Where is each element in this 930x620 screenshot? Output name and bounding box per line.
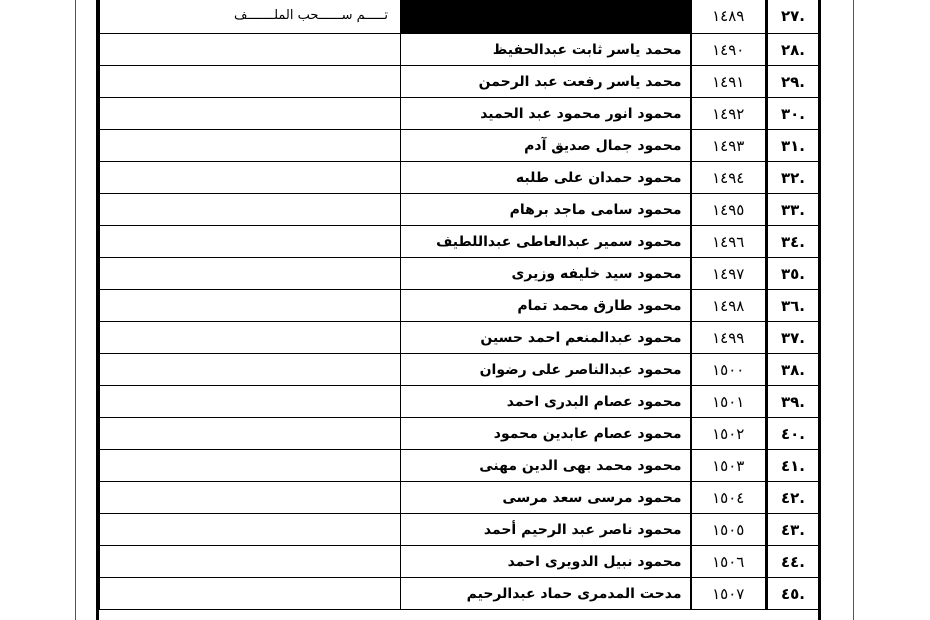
- row-index: .٣٣: [767, 194, 819, 226]
- roster-sheet: [96, 0, 821, 620]
- remarks: [100, 162, 401, 194]
- table-row: [100, 290, 819, 322]
- table-row: [100, 546, 819, 578]
- seat-number: ١٤٩٩: [691, 322, 767, 354]
- table-row: [100, 322, 819, 354]
- student-name: محمود حمدان على طلبه: [401, 162, 691, 194]
- seat-number: ١٥٠٣: [691, 450, 767, 482]
- seat-number: ١٥٠٠: [691, 354, 767, 386]
- seat-number: ١٤٩٦: [691, 226, 767, 258]
- student-name: محمود سامى ماجد برهام: [401, 194, 691, 226]
- row-index: .٣٠: [767, 98, 819, 130]
- table-row: [100, 130, 819, 162]
- seat-number: ١٥٠٥: [691, 514, 767, 546]
- row-index: .٤٥: [767, 578, 819, 610]
- table-row: [100, 194, 819, 226]
- student-name: محمد ياسر رفعت عبد الرحمن: [401, 66, 691, 98]
- student-name: محمود جمال صديق آدم: [401, 130, 691, 162]
- roster-body: [100, 0, 819, 610]
- row-index: .٢٧: [767, 0, 819, 34]
- row-index: .٢٩: [767, 66, 819, 98]
- row-index: .٣٤: [767, 226, 819, 258]
- remarks: [100, 386, 401, 418]
- seat-number: ١٤٩٠: [691, 34, 767, 66]
- row-index: .٣٢: [767, 162, 819, 194]
- table-row: [100, 0, 819, 34]
- remarks: [100, 290, 401, 322]
- table-row: [100, 258, 819, 290]
- student-name: محمود محمد بهى الدين مهنى: [401, 450, 691, 482]
- remarks: [100, 322, 401, 354]
- row-index: .٤٣: [767, 514, 819, 546]
- row-index: .٣٥: [767, 258, 819, 290]
- remarks: [100, 34, 401, 66]
- table-row: [100, 226, 819, 258]
- seat-number: ١٤٩١: [691, 66, 767, 98]
- page-frame-right: [853, 0, 854, 620]
- student-name: محمود انور محمود عبد الحميد: [401, 98, 691, 130]
- student-name: محمود ناصر عبد الرحيم أحمد: [401, 514, 691, 546]
- seat-number: ١٥٠١: [691, 386, 767, 418]
- row-index: .٤٢: [767, 482, 819, 514]
- remarks: [100, 450, 401, 482]
- seat-number: ١٥٠٤: [691, 482, 767, 514]
- student-name: محمود عبدالناصر على رضوان: [401, 354, 691, 386]
- row-index: .٣٨: [767, 354, 819, 386]
- student-name: محمود عبدالمنعم احمد حسين: [401, 322, 691, 354]
- table-row: [100, 418, 819, 450]
- remarks: [100, 546, 401, 578]
- remarks: [100, 130, 401, 162]
- remarks: [100, 98, 401, 130]
- row-index: .٣١: [767, 130, 819, 162]
- seat-number: ١٥٠٦: [691, 546, 767, 578]
- remarks: تـــــم ســــــحب الملـــــــف: [100, 0, 401, 34]
- table-row: [100, 354, 819, 386]
- student-name: محمود سيد خليفه وزيرى: [401, 258, 691, 290]
- student-name: محمود مرسى سعد مرسى: [401, 482, 691, 514]
- remarks: [100, 354, 401, 386]
- seat-number: ١٤٩٨: [691, 290, 767, 322]
- remarks: [100, 66, 401, 98]
- seat-number: ١٤٨٩: [691, 0, 767, 34]
- student-name: محمود سمير عبدالعاطى عبداللطيف: [401, 226, 691, 258]
- row-index: .٤٤: [767, 546, 819, 578]
- page-frame-left: [75, 0, 76, 620]
- remarks: [100, 258, 401, 290]
- seat-number: ١٤٩٢: [691, 98, 767, 130]
- row-index: .٤٠: [767, 418, 819, 450]
- seat-number: ١٥٠٧: [691, 578, 767, 610]
- row-index: .٣٦: [767, 290, 819, 322]
- student-name: محمود عصام عابدين محمود: [401, 418, 691, 450]
- seat-number: ١٥٠٢: [691, 418, 767, 450]
- remarks: [100, 578, 401, 610]
- student-name: محمود نبيل الدويرى احمد: [401, 546, 691, 578]
- table-row: [100, 98, 819, 130]
- seat-number: ١٤٩٣: [691, 130, 767, 162]
- student-name: محمد ياسر ثابت عبدالحفيظ: [401, 34, 691, 66]
- remarks: [100, 194, 401, 226]
- table-row: [100, 482, 819, 514]
- table-row: [100, 162, 819, 194]
- table-row: [100, 514, 819, 546]
- table-row: [100, 34, 819, 66]
- table-row: [100, 578, 819, 610]
- table-row: [100, 450, 819, 482]
- row-index: .٣٩: [767, 386, 819, 418]
- row-index: .٣٧: [767, 322, 819, 354]
- row-index: .٢٨: [767, 34, 819, 66]
- seat-number: ١٤٩٤: [691, 162, 767, 194]
- remarks: [100, 418, 401, 450]
- student-name: مدحت المدمرى حماد عبدالرحيم: [401, 578, 691, 610]
- seat-number: ١٤٩٥: [691, 194, 767, 226]
- table-row: [100, 386, 819, 418]
- row-index: .٤١: [767, 450, 819, 482]
- table-row: [100, 66, 819, 98]
- redacted-name: [401, 0, 691, 34]
- student-name: محمود طارق محمد تمام: [401, 290, 691, 322]
- remarks: [100, 514, 401, 546]
- roster-table: [99, 0, 819, 610]
- remarks: [100, 482, 401, 514]
- student-name: محمود عصام البدرى احمد: [401, 386, 691, 418]
- seat-number: ١٤٩٧: [691, 258, 767, 290]
- remarks: [100, 226, 401, 258]
